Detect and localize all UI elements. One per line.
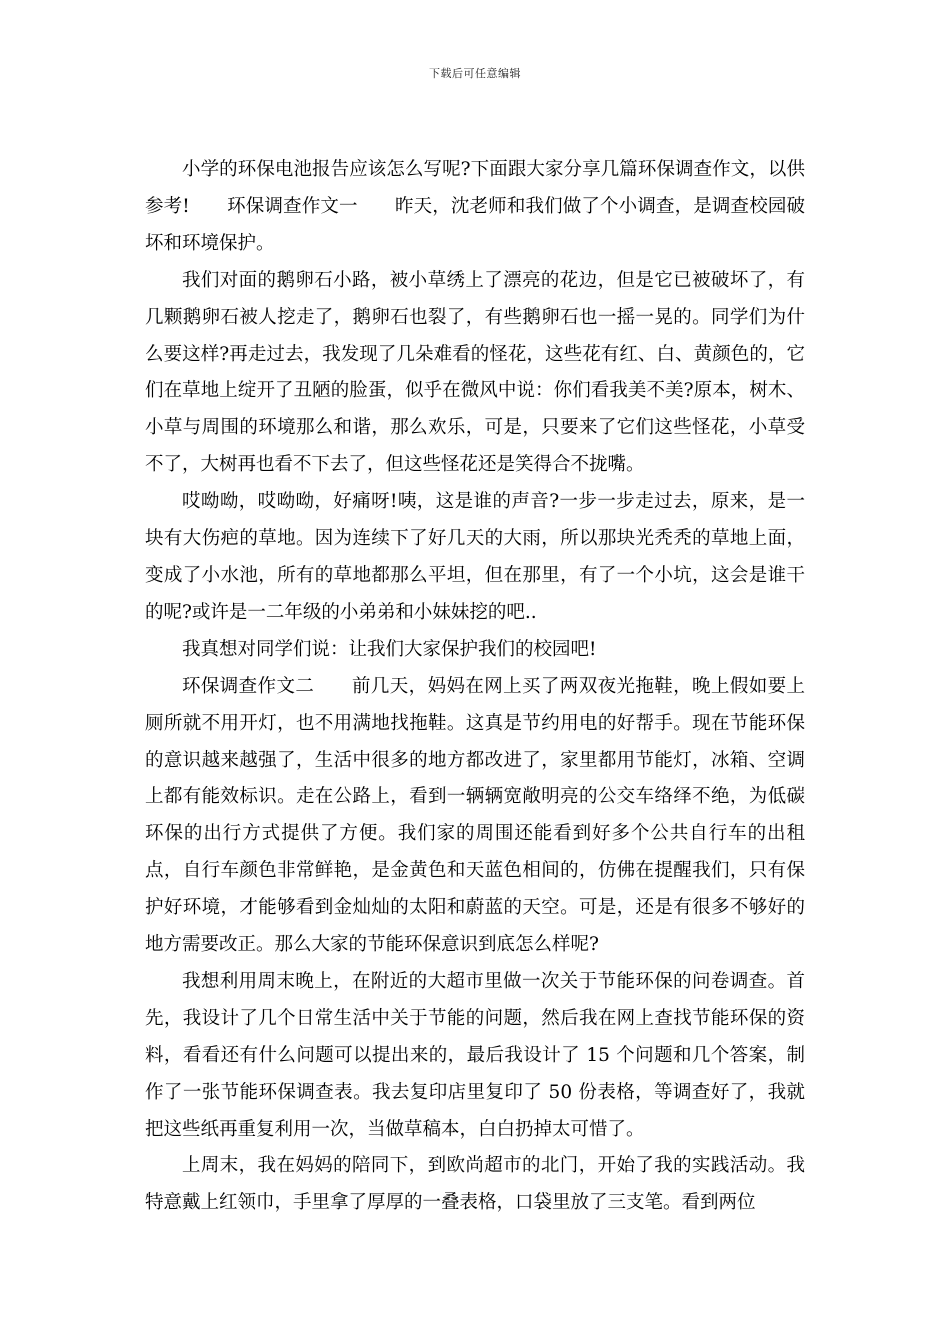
page-header: 下载后可任意编辑 bbox=[429, 67, 521, 80]
paragraph-6: 我想利用周末晚上，在附近的大超市里做一次关于节能环保的问卷调查。首先，我设计了几个日常生活中关于节能的问题，然后我在网上查找节能环保的资料，看看还有什么问题可以提出来的，最后我设计了 15 个问题和几个答案，制作了一张节能环保调查表。我去复印店里复印了 50 份表格，等调查好了，我就把这些纸再重复利用一次，当做草稿本，白白扔掉太可惜了。 bbox=[145, 970, 805, 1140]
paragraph-7: 上周末，我在妈妈的陪同下，到欧尚超市的北门，开始了我的实践活动。我特意戴上红领巾，手里拿了厚厚的一叠表格，口袋里放了三支笔。看到两位 bbox=[145, 1155, 805, 1214]
paragraph-1: 小学的环保电池报告应该怎么写呢?下面跟大家分享几篇环保调查作文，以供参考! 环保调查作文一 昨天，沈老师和我们做了个小调查，是调查校园破坏和环境保护。 bbox=[145, 159, 805, 254]
paragraph-3: 哎呦呦，哎呦呦，好痛呀!咦，这是谁的声音?一步一步走过去，原来，是一块有大伤疤的草地。因为连续下了好几天的大雨，所以那块光秃秃的草地上面，变成了小水池，所有的草地都那么平坦，但在那里，有了一个小坑，这会是谁干的呢?或许是一二年级的小弟弟和小妹妹挖的吧.. bbox=[145, 491, 805, 623]
document-body bbox=[145, 152, 805, 1222]
paragraph-4: 我真想对同学们说：让我们大家保护我们的校园吧! bbox=[182, 638, 597, 660]
paragraph-5: 环保调查作文二 前几天，妈妈在网上买了两双夜光拖鞋，晚上假如要上厕所就不用开灯，也不用满地找拖鞋。这真是节约用电的好帮手。现在节能环保的意识越来越强了，生活中很多的地方都改进了，家里都用节能灯，冰箱、空调上都有能效标识。走在公路上，看到一辆辆宽敞明亮的公交车络绎不绝，为低碳环保的出行方式提供了方便。我们家的周围还能看到好多个公共自行车的出租点，自行车颜色非常鲜艳，是金黄色和天蓝色相间的，仿佛在提醒我们，只有保护好环境，才能够看到金灿灿的太阳和蔚蓝的天空。可是，还是有很多不够好的地方需要改正。那么大家的节能环保意识到底怎么样呢? bbox=[145, 675, 805, 956]
paragraph-2: 我们对面的鹅卵石小路，被小草绣上了漂亮的花边，但是它已被破坏了，有几颗鹅卵石被人挖走了，鹅卵石也裂了，有些鹅卵石也一摇一晃的。同学们为什么要这样?再走过去，我发现了几朵难看的怪花，这些花有红、白、黄颜色的，它们在草地上绽开了丑陋的脸蛋，似乎在微风中说：你们看我美不美?原本，树木、小草与周围的环境那么和谐，那么欢乐，可是，只要来了它们这些怪花，小草受不了，大树再也看不下去了，但这些怪花还是笑得合不拢嘴。 bbox=[145, 269, 805, 476]
